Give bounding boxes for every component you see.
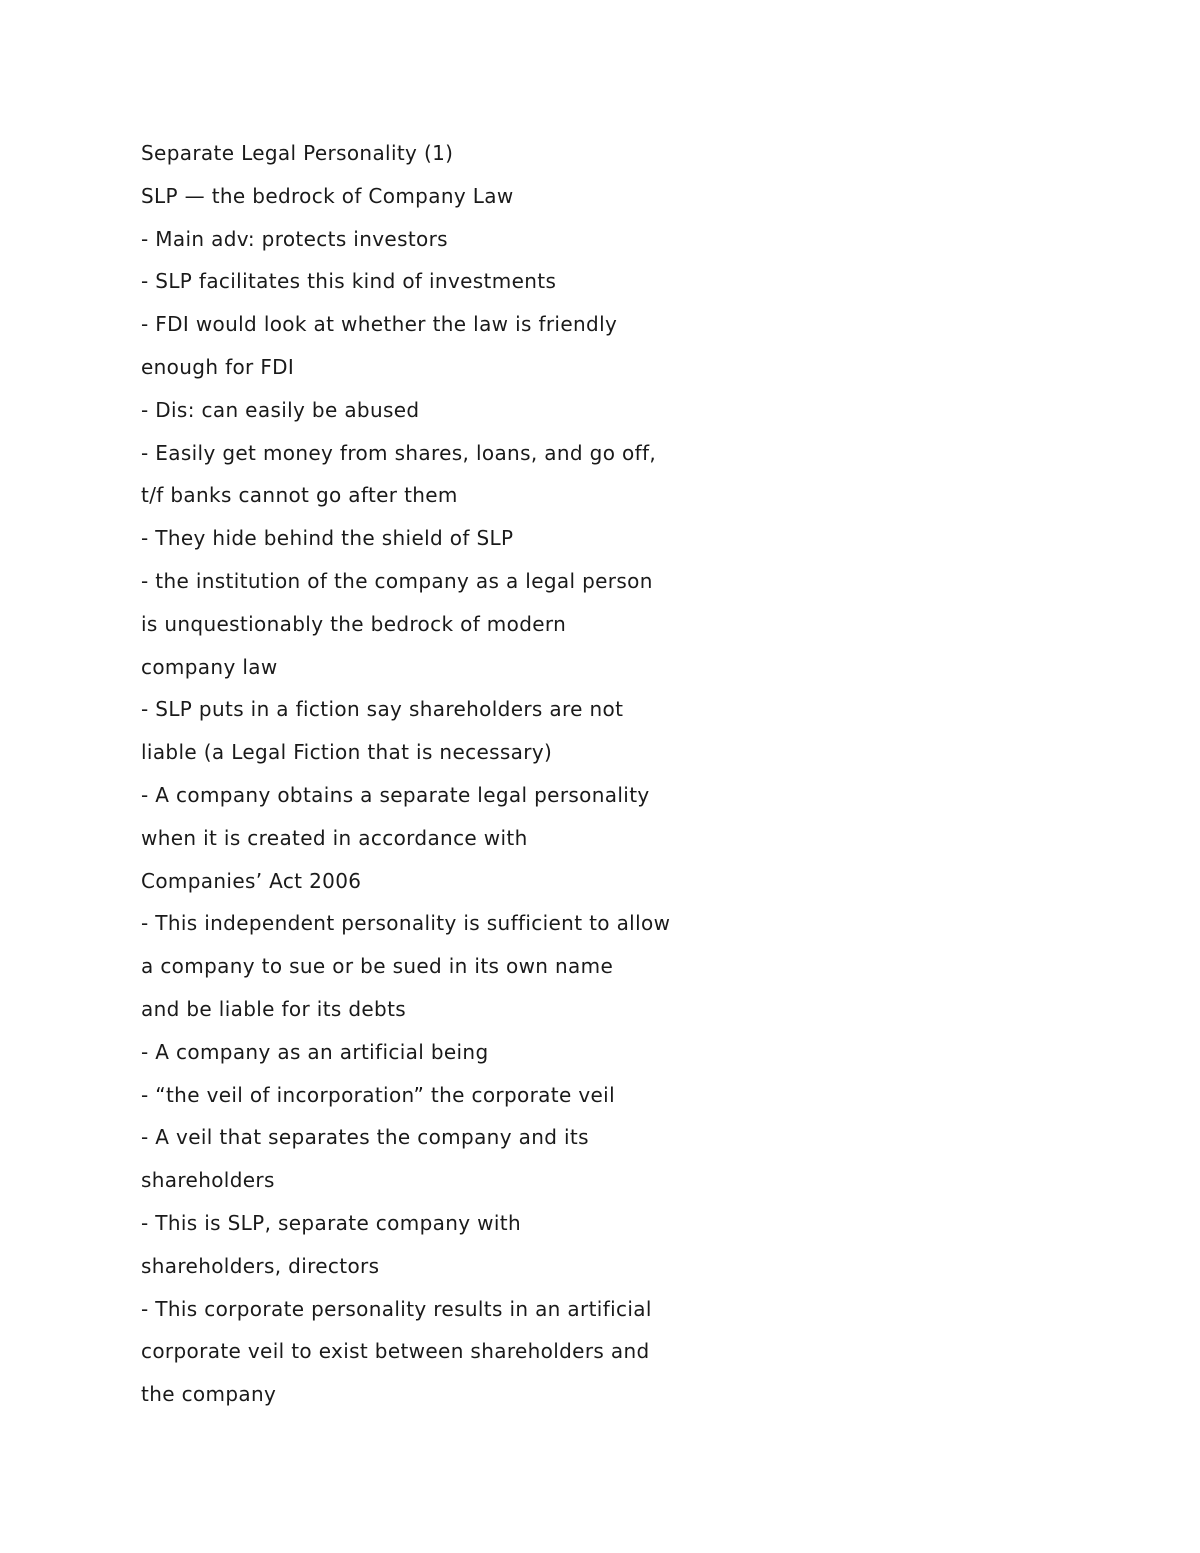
text-line: - This independent personality is sufficient to allow (141, 911, 671, 936)
text-line: - SLP puts in a fiction say shareholders are not (141, 697, 624, 722)
text-line: - A company as an artificial being (141, 1039, 489, 1064)
text-line: - FDI would look at whether the law is friendly (141, 312, 618, 337)
text-line: and be liable for its debts (141, 996, 407, 1021)
text-line: - This corporate personality results in an artificial (141, 1296, 652, 1321)
text-line: - the institution of the company as a legal person (141, 568, 653, 593)
text-line: shareholders (141, 1168, 275, 1193)
document-body (141, 132, 761, 1416)
text-line: liable (a Legal Fiction that is necessary) (141, 740, 553, 765)
text-line: - They hide behind the shield of SLP (141, 526, 514, 551)
text-line: Companies’ Act 2006 (141, 868, 362, 893)
text-line: - A company obtains a separate legal personality (141, 782, 650, 807)
text-line: when it is created in accordance with (141, 825, 528, 850)
text-line: enough for FDI (141, 354, 295, 379)
text-line: corporate veil to exist between shareholders and (141, 1339, 650, 1364)
text-line: is unquestionably the bedrock of modern (141, 611, 567, 636)
text-line: - This is SLP, separate company with (141, 1210, 521, 1235)
text-line: - Dis: can easily be abused (141, 397, 420, 422)
text-line: SLP — the bedrock of Company Law (141, 183, 514, 208)
text-line: - “the veil of incorporation” the corporate veil (141, 1082, 615, 1107)
text-line: - Main adv: protects investors (141, 226, 448, 251)
text-line: - SLP facilitates this kind of investments (141, 269, 557, 294)
document-title: Separate Legal Personality (1) (141, 141, 454, 165)
text-line: the company (141, 1382, 277, 1407)
text-line: t/f banks cannot go after them (141, 483, 458, 508)
text-line: company law (141, 654, 278, 679)
text-line: a company to sue or be sued in its own name (141, 954, 614, 979)
text-line: shareholders, directors (141, 1253, 380, 1278)
text-line: - Easily get money from shares, loans, and go off, (141, 440, 657, 465)
text-line: - A veil that separates the company and its (141, 1125, 589, 1150)
